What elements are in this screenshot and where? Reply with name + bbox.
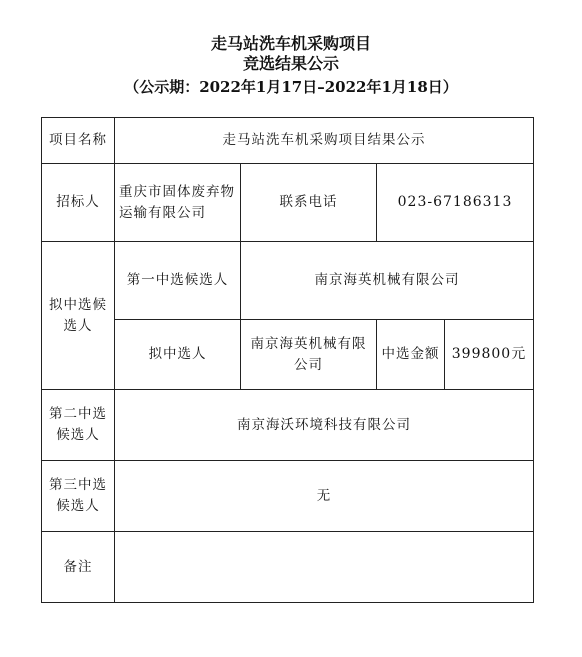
third-candidate-value: 无 xyxy=(115,461,534,532)
amount-value: 399800元 xyxy=(445,320,534,390)
tenderer-value: 重庆市固体废弃物运输有限公司 xyxy=(115,164,241,242)
second-candidate-value: 南京海沃环境科技有限公司 xyxy=(115,390,534,461)
table-row-tenderer xyxy=(42,164,534,242)
notice-header xyxy=(0,34,582,98)
amount-label: 中选金额 xyxy=(377,320,445,390)
second-candidate-label: 第二中选候选人 xyxy=(42,390,115,461)
proposed-winner-label: 拟中选人 xyxy=(115,320,241,390)
first-candidate-value: 南京海英机械有限公司 xyxy=(241,242,534,320)
table-row-third-candidate xyxy=(42,461,534,532)
proposed-candidates-label: 拟中选候选人 xyxy=(42,242,115,390)
proposed-winner-value: 南京海英机械有限公司 xyxy=(241,320,377,390)
table-row-second-candidate xyxy=(42,390,534,461)
notice-subtitle: 竞选结果公示 xyxy=(242,54,339,73)
notice-title: 走马站洗车机采购项目 xyxy=(210,34,371,53)
project-label: 项目名称 xyxy=(42,118,115,164)
remark-label: 备注 xyxy=(42,532,115,603)
table-row-remark xyxy=(42,532,534,603)
result-table xyxy=(41,117,534,603)
notice-period: （公示期：2022年1月17日–2022年1月18日） xyxy=(124,78,458,96)
first-candidate-label: 第一中选候选人 xyxy=(115,242,241,320)
table-row-project xyxy=(42,118,534,164)
third-candidate-label: 第三中选候选人 xyxy=(42,461,115,532)
remark-value xyxy=(115,532,534,603)
phone-value: 023-67186313 xyxy=(377,164,534,242)
project-value: 走马站洗车机采购项目结果公示 xyxy=(115,118,534,164)
tenderer-label: 招标人 xyxy=(42,164,115,242)
table-row-first-candidate xyxy=(42,242,534,320)
table-row-proposed-winner xyxy=(42,320,534,390)
phone-label: 联系电话 xyxy=(241,164,377,242)
